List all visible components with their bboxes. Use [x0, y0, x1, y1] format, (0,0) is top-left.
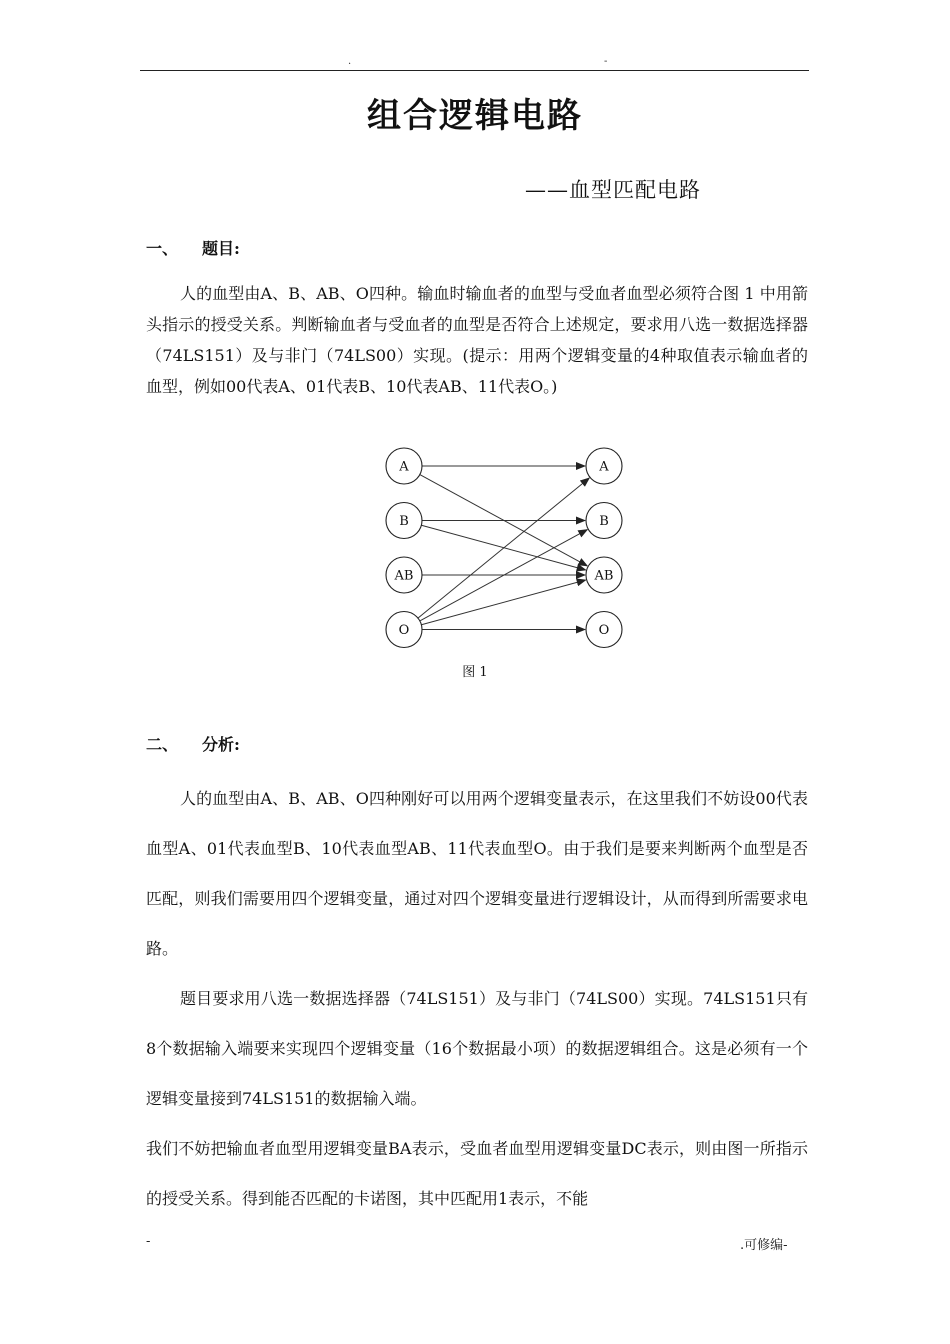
footer-right-text: .可修编-: [740, 1238, 788, 1253]
donor-node-label: O: [398, 623, 410, 638]
figure-caption: 图 1: [462, 665, 488, 680]
donor-node-label: AB: [394, 568, 414, 584]
page-title: 组合逻辑电路: [367, 96, 583, 136]
donor-node-a: [386, 448, 422, 484]
page-subtitle: ——血型匹配电路: [525, 178, 701, 202]
recipient-node-label: O: [598, 623, 610, 638]
section-number-1: 一、: [146, 239, 179, 258]
header-left-mark: .: [348, 56, 352, 67]
arrow-o-to-a: [418, 478, 589, 618]
donor-node-o: [386, 612, 422, 648]
section-title-1: 题目:: [202, 239, 240, 258]
analysis-paragraph-1: 人的血型由A、B、AB、O四种刚好可以用两个逻辑变量表示，在这里我们不妨设00代表血型A、01代表血型B、10代表血型AB、11代表血型O。由于我们是要来判断两个血型是否匹配，则我们需要用四个逻辑变量，通过对四个逻辑变量进行逻辑设计，从而得到所需要求电路。: [146, 789, 808, 958]
header-right-mark: -: [604, 56, 608, 67]
donor-node-label: B: [399, 514, 409, 529]
recipient-node-o: [586, 612, 622, 648]
analysis-paragraph-2: 题目要求用八选一数据选择器（74LS151）及与非门（74LS00）实现。74LS151只有8个数据输入端要来实现四个逻辑变量（16个数据最小项）的数据逻辑组合。这是必须有一个逻辑变量接到74LS151的数据输入端。: [146, 989, 808, 1108]
section-number-2: 二、: [146, 735, 179, 754]
section-heading-2: [146, 732, 240, 755]
donor-node-label: A: [399, 459, 409, 475]
recipient-node-label: A: [599, 459, 609, 475]
blood-type-diagram: [376, 440, 646, 655]
donor-node-ab: [386, 557, 422, 593]
section-2-body: [146, 774, 808, 1224]
recipient-node-label: AB: [594, 568, 614, 584]
footer-left-mark: -: [146, 1234, 151, 1249]
problem-text: 人的血型由A、B、AB、O四种。输血时输血者的血型与受血者血型必须符合图 1 中用箭头指示的授受关系。判断输血者与受血者的血型是否符合上述规定，要求用八选一数据选择器（74LS151）及与非门（74LS00）实现。(提示：用两个逻辑变量的4种取值表示输血者的血型，例如00代表A、01代表B、10代表AB、11代表O。): [146, 284, 808, 396]
section-title-2: 分析:: [202, 735, 240, 754]
recipient-node-ab: [586, 557, 622, 593]
recipient-node-a: [586, 448, 622, 484]
recipient-node-b: [586, 503, 622, 539]
section-1-paragraph: [146, 278, 808, 402]
recipient-node-label: B: [599, 514, 609, 529]
donor-node-b: [386, 503, 422, 539]
analysis-paragraph-3: 我们不妨把输血者血型用逻辑变量BA表示，受血者血型用逻辑变量DC表示，则由图一所指示的授受关系。得到能否匹配的卡诺图，其中匹配用1表示，不能: [146, 1139, 808, 1208]
arrow-o-to-ab: [421, 580, 585, 625]
header-rule: [140, 70, 809, 71]
section-heading-1: [146, 236, 240, 259]
